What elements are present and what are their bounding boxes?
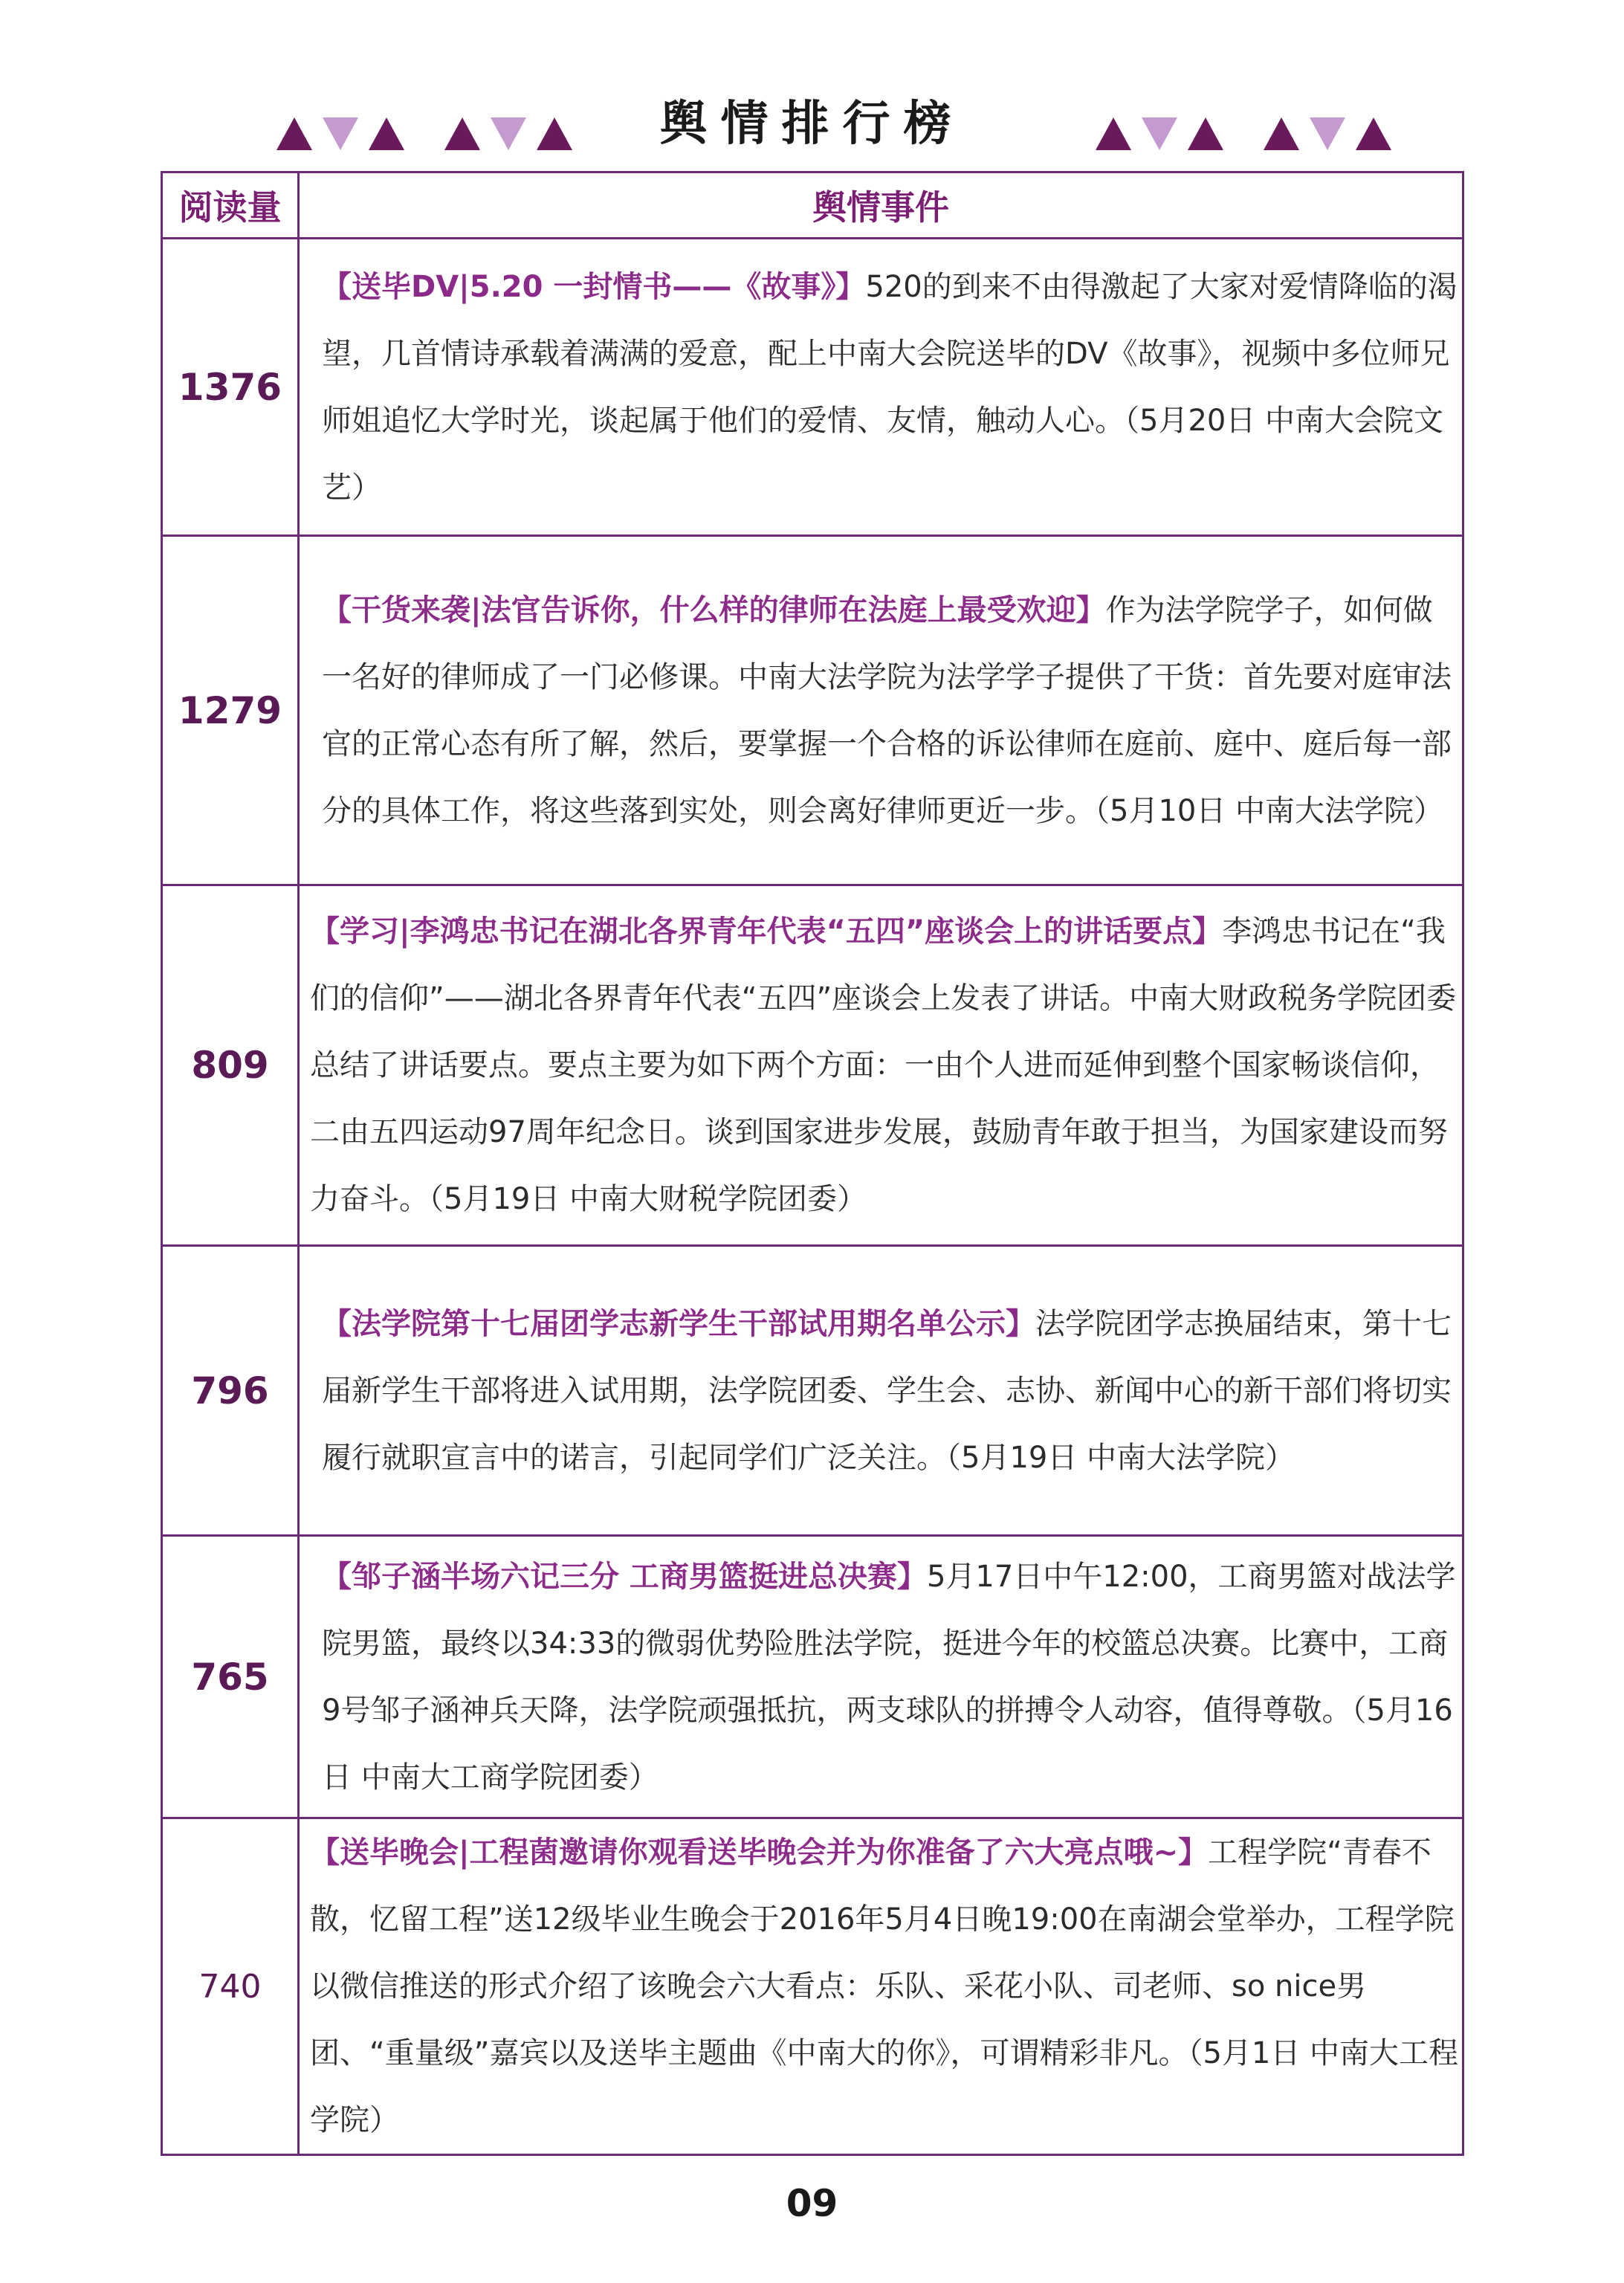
event-description xyxy=(299,885,1463,1246)
triangle-down-icon xyxy=(1142,117,1177,150)
table-row xyxy=(162,1818,1463,2155)
table-row xyxy=(162,239,1463,536)
page-number: 09 xyxy=(786,2182,838,2225)
triangle-up-icon xyxy=(1096,117,1131,150)
decor-triangles-right xyxy=(1096,117,1391,150)
event-body: 李鸿忠书记在“我们的信仰”——湖北各界青年代表“五四”座谈会上发表了讲话。中南大财政税务学院团委总结了讲话要点。要点主要为如下两个方面：一由个人进而延伸到整个国家畅谈信仰，二由五四运动97周年纪念日。谈到国家进步发展，鼓励青年敢于担当，为国家建设而努力奋斗。（5月19日 中南大财税学院团委） xyxy=(310,914,1457,1216)
events-table xyxy=(161,171,1464,2156)
read-count: 765 xyxy=(162,1536,299,1818)
event-headline: 【学习|李鸿忠书记在湖北各界青年代表“五四”座谈会上的讲话要点】 xyxy=(310,914,1223,949)
triangle-up-icon xyxy=(1264,117,1299,150)
event-body: 520的到来不由得激起了大家对爱情降临的渴望，几首情诗承载着满满的爱意，配上中南大会院送毕的DV《故事》，视频中多位师兄师姐追忆大学时光，谈起属于他们的爱情、友情，触动人心。（5月20日 中南大会院文艺） xyxy=(322,269,1458,505)
table-row xyxy=(162,1246,1463,1536)
read-count: 1279 xyxy=(162,536,299,885)
table-row xyxy=(162,885,1463,1246)
event-description xyxy=(299,1818,1463,2155)
event-headline: 【干货来袭|法官告诉你，什么样的律师在法庭上最受欢迎】 xyxy=(322,592,1106,627)
table-row xyxy=(162,1536,1463,1818)
read-count: 809 xyxy=(162,885,299,1246)
event-description xyxy=(299,1246,1463,1536)
col-header-count: 阅读量 xyxy=(162,172,299,239)
read-count: 740 xyxy=(162,1818,299,2155)
event-body: 法学院团学志换届结束，第十七届新学生干部将进入试用期，法学院团委、学生会、志协、新闻中心的新干部们将切实履行就职宣言中的诺言，引起同学们广泛关注。（5月19日 中南大法学院） xyxy=(322,1306,1452,1475)
event-headline: 【法学院第十七届团学志新学生干部试用期名单公示】 xyxy=(322,1306,1035,1341)
event-description xyxy=(299,1536,1463,1818)
event-body: 5月17日中午12:00，工商男篮对战法学院男篮，最终以34:33的微弱优势险胜法学院，挺进今年的校篮总决赛。比赛中，工商9号邹子涵神兵天降，法学院顽强抵抗，两支球队的拼搏令人动容，值得尊敬。（5月16日 中南大工商学院团委） xyxy=(322,1559,1456,1795)
page-title: 舆情排行榜 xyxy=(659,96,965,152)
event-headline: 【邹子涵半场六记三分 工商男篮挺进总决赛】 xyxy=(322,1559,927,1594)
event-body: 作为法学院学子，如何做一名好的律师成了一门必修课。中南大法学院为法学学子提供了干货：首先要对庭审法官的正常心态有所了解，然后，要掌握一个合格的诉讼律师在庭前、庭中、庭后每一部分的具体工作，将这些落到实处，则会离好律师更近一步。（5月10日 中南大法学院） xyxy=(322,592,1452,828)
table-row xyxy=(162,536,1463,885)
triangle-down-icon xyxy=(1310,117,1345,150)
read-count: 1376 xyxy=(162,239,299,536)
triangle-up-icon xyxy=(1188,117,1223,150)
event-description xyxy=(299,239,1463,536)
table-header-row xyxy=(162,172,1463,239)
event-body: 工程学院“青春不散，忆留工程”送12级毕业生晚会于2016年5月4日晚19:00在南湖会堂举办，工程学院以微信推送的形式介绍了该晚会六大看点：乐队、采花小队、司老师、so nice男团、“重量级”嘉宾以及送毕主题曲《中南大的你》，可谓精彩非凡。（5月1日 中南大工程学院） xyxy=(310,1835,1459,2137)
read-count: 796 xyxy=(162,1246,299,1536)
col-header-event: 舆情事件 xyxy=(299,172,1463,239)
event-headline: 【送毕晚会|工程菌邀请你观看送毕晚会并为你准备了六大亮点哦~】 xyxy=(310,1835,1209,1870)
event-headline: 【送毕DV|5.20 一封情书——《故事》】 xyxy=(322,269,866,304)
event-description xyxy=(299,536,1463,885)
triangle-up-icon xyxy=(1356,117,1391,150)
